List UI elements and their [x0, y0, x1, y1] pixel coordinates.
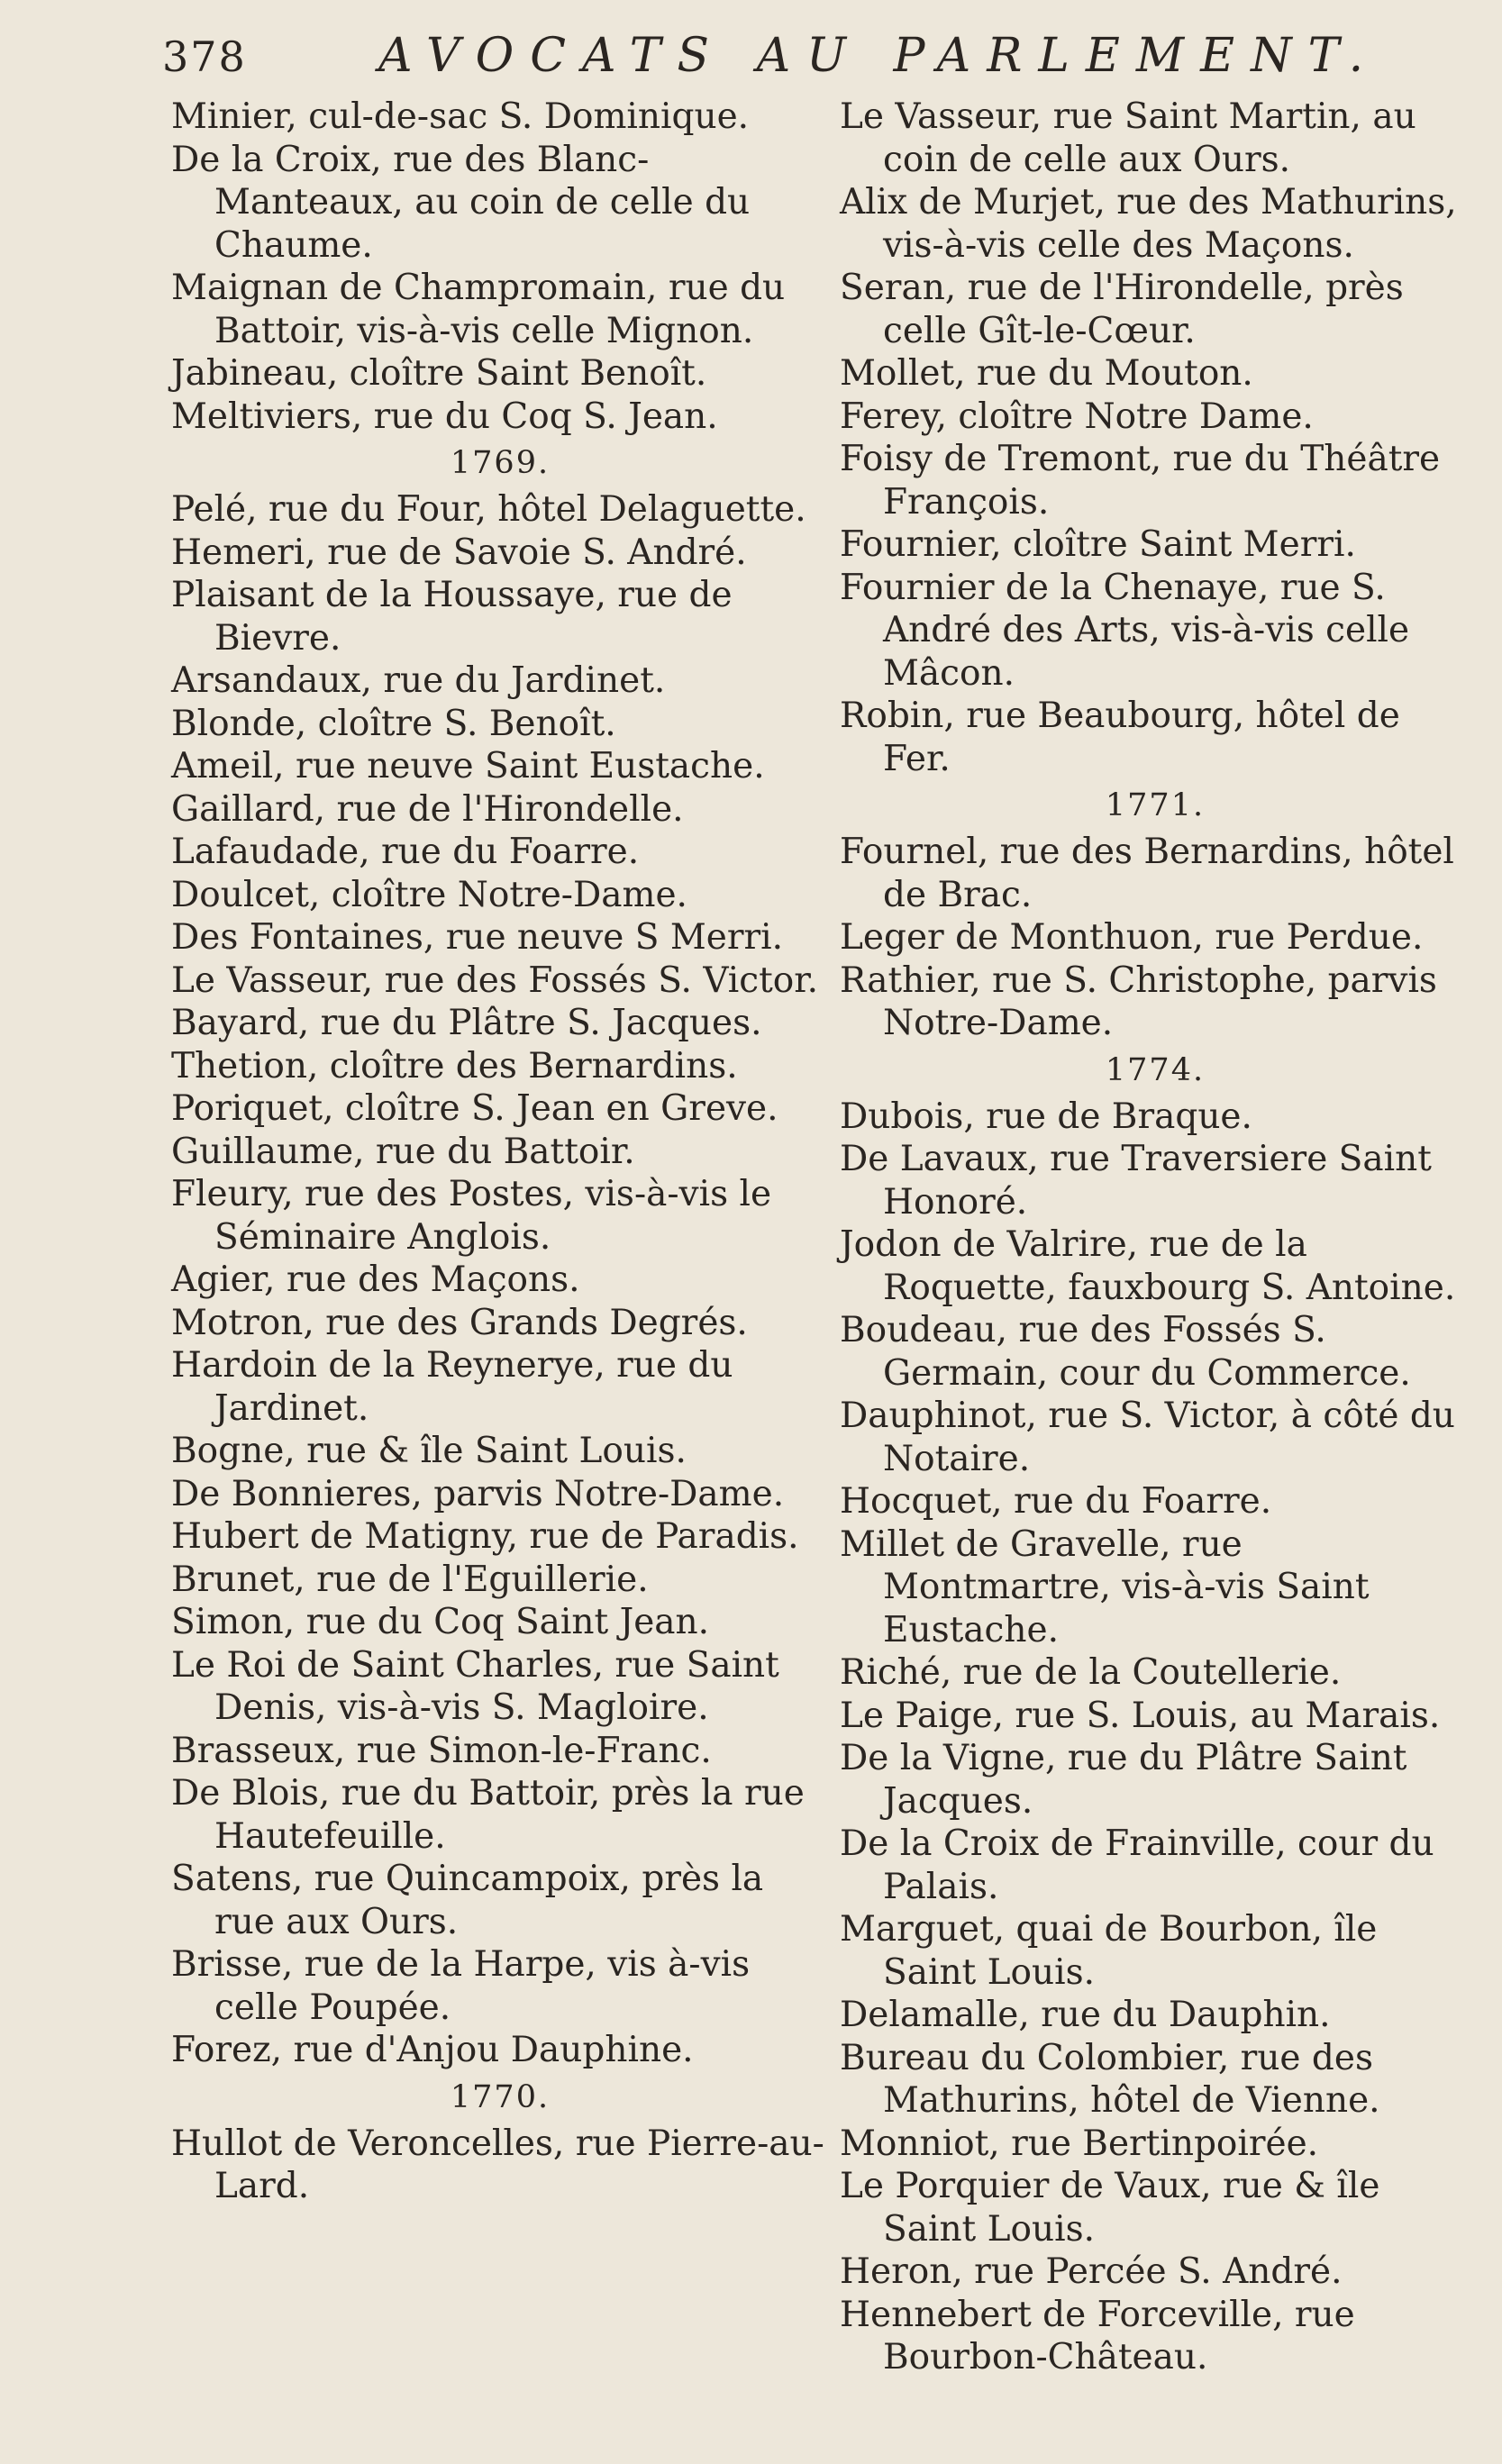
directory-entry: Heron, rue Percée S. André.	[840, 2251, 1343, 2292]
directory-entry: Minier, cul-de-sac S. Dominique.	[171, 96, 750, 137]
directory-entry: Boudeau, rue des Fossés S. Germain, cour du Commerce.	[840, 1310, 1411, 1394]
directory-entry: Fleury, rue des Postes, vis-à-vis le Séminaire Anglois.	[171, 1174, 772, 1258]
directory-entry: Dubois, rue de Braque.	[840, 1096, 1252, 1137]
year-heading: 1770.	[450, 2078, 551, 2115]
directory-entry: Guillaume, rue du Battoir.	[171, 1131, 635, 1172]
directory-entry: Hocquet, rue du Foarre.	[840, 1481, 1272, 1522]
directory-entry: Gaillard, rue de l'Hirondelle.	[171, 788, 684, 830]
directory-entry: Hardoin de la Reynerye, rue du Jardinet.	[171, 1345, 733, 1429]
directory-entry: Le Roi de Saint Charles, rue Saint Denis, vis-à-vis S. Magloire.	[171, 1644, 779, 1728]
directory-entry: Hennebert de Forceville, rue Bourbon-Château.	[840, 2294, 1355, 2378]
directory-entry: Mollet, rue du Mouton.	[840, 353, 1253, 394]
directory-entry: Fournel, rue des Bernardins, hôtel de Brac.	[840, 832, 1454, 915]
directory-entry: Ameil, rue neuve Saint Eustache.	[171, 746, 765, 786]
left-column	[171, 95, 829, 2208]
directory-entry: Bayard, rue du Plâtre S. Jacques.	[171, 1003, 762, 1043]
directory-entry: Robin, rue Beaubourg, hôtel de Fer.	[840, 696, 1400, 779]
directory-entry: De la Vigne, rue du Plâtre Saint Jacques.	[840, 1738, 1407, 1822]
directory-entry: Riché, rue de la Coutellerie.	[840, 1652, 1342, 1693]
directory-entry: Fournier, cloître Saint Merri.	[840, 524, 1356, 565]
directory-entry: Meltiviers, rue du Coq S. Jean.	[171, 396, 718, 437]
directory-entry: Hubert de Matigny, rue de Paradis.	[171, 1516, 799, 1557]
year-heading: 1769.	[450, 445, 551, 481]
directory-entry: Bureau du Colombier, rue des Mathurins, hôtel de Vienne.	[840, 2037, 1380, 2121]
directory-entry: Jodon de Valrire, rue de la Roquette, fauxbourg S. Antoine.	[840, 1224, 1456, 1308]
directory-entry: Fournier de la Chenaye, rue S. André des Arts, vis-à-vis celle Mâcon.	[840, 567, 1410, 694]
directory-entry: Alix de Murjet, rue des Mathurins, vis-à-vis celle des Maçons.	[840, 182, 1457, 266]
directory-entry: Seran, rue de l'Hirondelle, près celle Gît-le-Cœur.	[840, 268, 1404, 351]
directory-entry: Millet de Gravelle, rue Montmartre, vis-à-vis Saint Eustache.	[840, 1523, 1370, 1650]
directory-entry: Doulcet, cloître Notre-Dame.	[171, 874, 687, 915]
directory-entry: Motron, rue des Grands Degrés.	[171, 1302, 748, 1343]
directory-entry: Dauphinot, rue S. Victor, à côté du Notaire.	[840, 1396, 1455, 1479]
directory-entry: Rathier, rue S. Christophe, parvis Notre-Dame.	[840, 959, 1437, 1043]
directory-entry: Lafaudade, rue du Foarre.	[171, 832, 640, 872]
year-heading: 1771.	[1105, 787, 1206, 823]
running-title: AVOCATS AU PARLEMENT.	[378, 29, 1380, 83]
directory-entry: Brunet, rue de l'Eguillerie.	[171, 1559, 649, 1600]
directory-entry: De la Croix de Frainville, cour du Palais.	[840, 1823, 1434, 1907]
directory-entry: Brisse, rue de la Harpe, vis à-vis celle Poupée.	[171, 1944, 751, 2028]
directory-entry: Blonde, cloître S. Benoît.	[171, 703, 616, 744]
directory-entry: Bogne, rue & île Saint Louis.	[171, 1431, 687, 1471]
directory-entry: Arsandaux, rue du Jardinet.	[171, 660, 666, 701]
directory-entry: Leger de Monthuon, rue Perdue.	[840, 917, 1424, 958]
directory-entry: Le Vasseur, rue des Fossés S. Victor.	[171, 959, 819, 1001]
directory-entry: De Lavaux, rue Traversiere Saint Honoré.	[840, 1139, 1432, 1223]
right-column	[840, 95, 1470, 2379]
directory-entry: Monniot, rue Bertinpoirée.	[840, 2123, 1319, 2164]
directory-entry: Marguet, quai de Bourbon, île Saint Louis.	[840, 1909, 1378, 1993]
directory-entry: De la Croix, rue des Blanc-Manteaux, au coin de celle du Chaume.	[171, 139, 751, 266]
page-number: 378	[162, 32, 247, 81]
directory-entry: Poriquet, cloître S. Jean en Greve.	[171, 1088, 778, 1129]
directory-entry: Maignan de Champromain, rue du Battoir, vis-à-vis celle Mignon.	[171, 268, 786, 351]
directory-entry: Thetion, cloître des Bernardins.	[171, 1045, 738, 1087]
directory-entry: Le Paige, rue S. Louis, au Marais.	[840, 1695, 1441, 1736]
directory-entry: Simon, rue du Coq Saint Jean.	[171, 1602, 710, 1642]
directory-entry: Delamalle, rue du Dauphin.	[840, 1995, 1331, 2035]
directory-entry: Pelé, rue du Four, hôtel Delaguette.	[171, 489, 806, 530]
directory-entry: Hemeri, rue de Savoie S. André.	[171, 532, 747, 573]
directory-entry: Satens, rue Quincampoix, près la rue aux Ours.	[171, 1859, 764, 1942]
directory-entry: Des Fontaines, rue neuve S Merri.	[171, 917, 784, 958]
directory-entry: Jabineau, cloître Saint Benoît.	[171, 353, 707, 394]
directory-entry: Forez, rue d'Anjou Dauphine.	[171, 2030, 694, 2070]
directory-entry: Hullot de Veroncelles, rue Pierre-au-Lard.	[171, 2123, 824, 2206]
directory-entry: Ferey, cloître Notre Dame.	[840, 396, 1314, 437]
directory-entry: De Bonnieres, parvis Notre-Dame.	[171, 1473, 785, 1514]
directory-entry: Le Porquier de Vaux, rue & île Saint Louis.	[840, 2166, 1380, 2250]
page-header	[162, 29, 1487, 105]
directory-entry: Brasseux, rue Simon-le-Franc.	[171, 1730, 712, 1771]
directory-entry: Le Vasseur, rue Saint Martin, au coin de celle aux Ours.	[840, 96, 1416, 180]
directory-entry: Plaisant de la Houssaye, rue de Bievre.	[171, 575, 733, 659]
directory-entry: Foisy de Tremont, rue du Théâtre François.	[840, 439, 1441, 523]
directory-entry: Agier, rue des Maçons.	[171, 1259, 580, 1300]
directory-entry: De Blois, rue du Battoir, près la rue Hautefeuille.	[171, 1773, 805, 1857]
year-heading: 1774.	[1105, 1051, 1206, 1088]
